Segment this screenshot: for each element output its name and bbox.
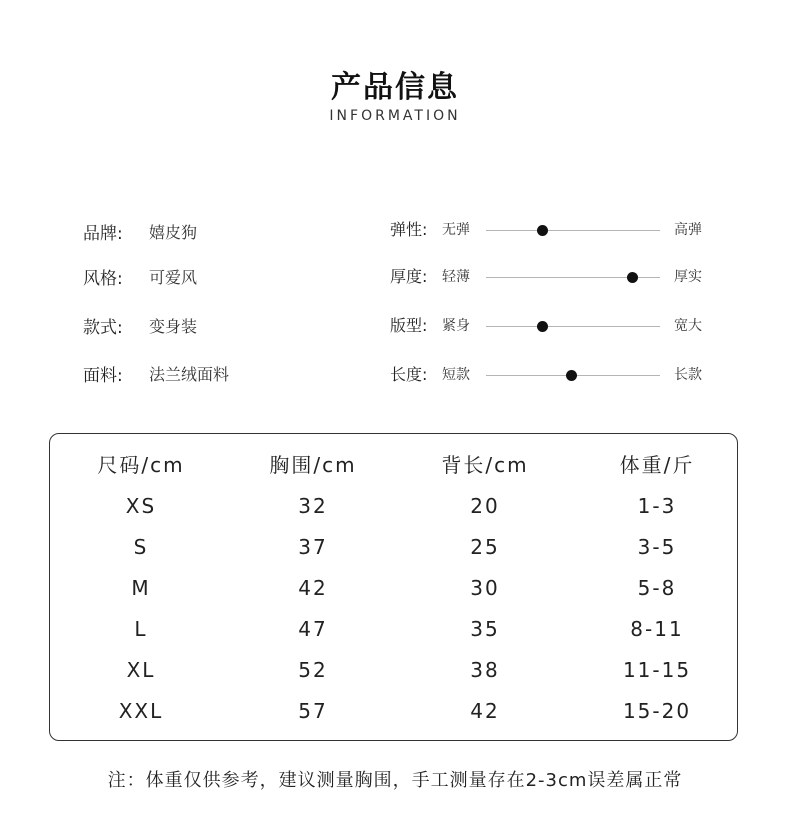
table-cell: 32 xyxy=(298,494,328,518)
table-cell: 30 xyxy=(470,576,500,600)
attribute-fabric xyxy=(83,361,229,385)
scale-thickness xyxy=(390,265,720,289)
table-cell: XL xyxy=(126,658,156,682)
scale-low-label: 紧身 xyxy=(442,318,470,334)
scale-indicator xyxy=(566,370,577,381)
table-cell: XXL xyxy=(118,699,164,723)
table-cell: 42 xyxy=(298,576,328,600)
table-cell: 5-8 xyxy=(637,576,677,600)
attribute-design xyxy=(83,313,197,337)
table-cell: 20 xyxy=(470,494,500,518)
scale-fit xyxy=(390,314,720,338)
scale-elasticity xyxy=(390,218,720,242)
scale-track xyxy=(486,230,660,231)
attribute-key: 面料: xyxy=(83,365,123,386)
table-cell: 1-3 xyxy=(637,494,677,518)
table-cell: M xyxy=(131,576,151,600)
table-cell: 11-15 xyxy=(622,658,692,682)
size-table xyxy=(49,433,738,741)
page-title: 产品信息 xyxy=(331,70,459,105)
attribute-style xyxy=(83,264,197,288)
table-row xyxy=(50,614,739,644)
table-cell: 3-5 xyxy=(637,535,677,559)
scale-length xyxy=(390,363,720,387)
table-row xyxy=(50,573,739,603)
scale-indicator xyxy=(627,272,638,283)
table-cell: 25 xyxy=(470,535,500,559)
table-cell: 37 xyxy=(298,535,328,559)
scale-low-label: 短款 xyxy=(442,367,470,383)
table-cell: 8-11 xyxy=(630,617,684,641)
attribute-value: 可爱风 xyxy=(149,267,198,287)
table-header-cell: 背长/cm xyxy=(441,453,529,477)
scale-key: 厚度: xyxy=(390,267,428,286)
table-row xyxy=(50,491,739,521)
table-cell: 15-20 xyxy=(622,699,692,723)
scale-high-label: 宽大 xyxy=(674,318,702,334)
attribute-key: 款式: xyxy=(83,317,123,338)
table-cell: S xyxy=(133,535,149,559)
table-cell: 35 xyxy=(470,617,500,641)
table-cell: L xyxy=(134,617,148,641)
scale-low-label: 轻薄 xyxy=(442,269,470,285)
table-cell: 52 xyxy=(298,658,328,682)
table-header-cell: 胸围/cm xyxy=(269,453,357,477)
table-cell: 57 xyxy=(298,699,328,723)
attribute-value: 法兰绒面料 xyxy=(149,364,230,384)
table-row xyxy=(50,696,739,726)
table-cell: 42 xyxy=(470,699,500,723)
attribute-brand xyxy=(83,219,197,243)
attribute-key: 品牌: xyxy=(83,223,123,244)
table-row xyxy=(50,655,739,685)
scale-key: 长度: xyxy=(390,365,428,384)
attribute-key: 风格: xyxy=(83,268,123,289)
table-header-row xyxy=(50,450,739,480)
scale-track xyxy=(486,326,660,327)
scale-key: 版型: xyxy=(390,316,428,335)
table-header-cell: 体重/斤 xyxy=(619,453,695,477)
measurement-note: 注：体重仅供参考，建议测量胸围，手工测量存在2-3cm误差属正常 xyxy=(107,770,683,791)
table-cell: 38 xyxy=(470,658,500,682)
table-cell: 47 xyxy=(298,617,328,641)
scale-high-label: 厚实 xyxy=(674,269,702,285)
scale-track xyxy=(486,277,660,278)
scale-high-label: 长款 xyxy=(674,367,702,383)
attribute-value: 变身装 xyxy=(149,316,198,336)
table-header-cell: 尺码/cm xyxy=(97,453,185,477)
table-cell: XS xyxy=(125,494,157,518)
scale-key: 弹性: xyxy=(390,220,428,239)
scale-high-label: 高弹 xyxy=(674,222,702,238)
scale-indicator xyxy=(537,321,548,332)
table-row xyxy=(50,532,739,562)
page-subtitle: INFORMATION xyxy=(329,108,461,124)
scale-indicator xyxy=(537,225,548,236)
scale-low-label: 无弹 xyxy=(442,222,470,238)
attribute-value: 嬉皮狗 xyxy=(149,222,198,242)
scale-track xyxy=(486,375,660,376)
